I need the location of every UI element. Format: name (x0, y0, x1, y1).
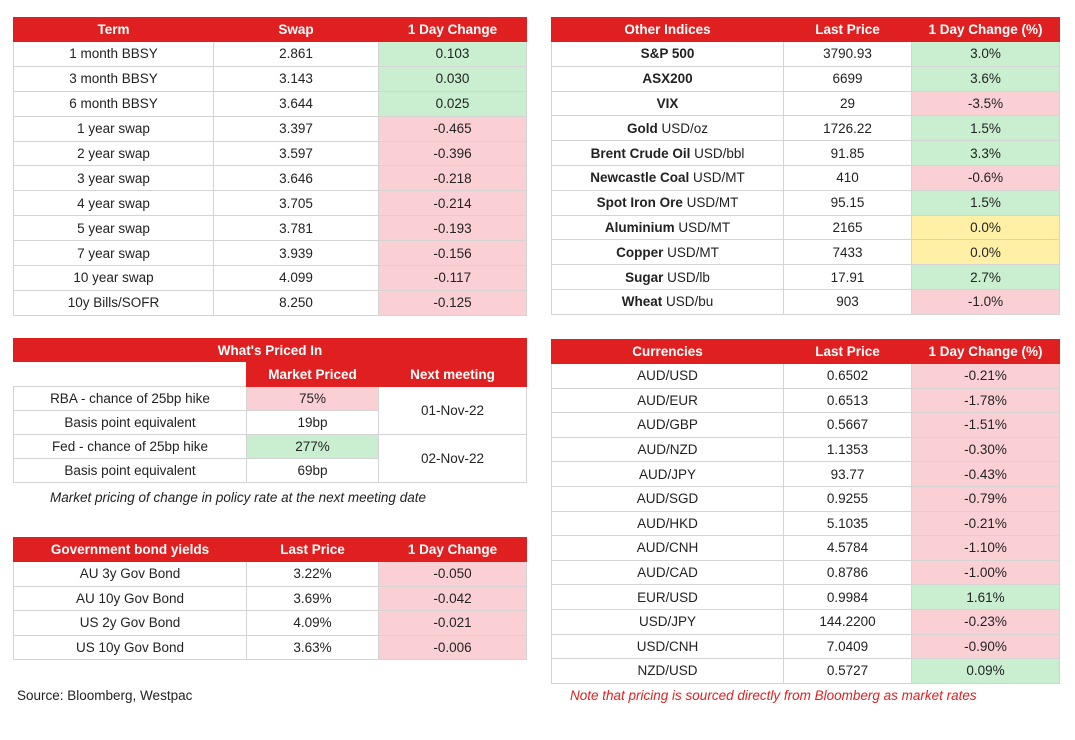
currency-change: 1.61% (912, 585, 1060, 610)
bonds-table (13, 537, 527, 660)
currencies-table (551, 339, 1060, 684)
table-row (552, 462, 1060, 487)
currencies-header-pair: Currencies (552, 340, 784, 364)
swaps-table (13, 17, 527, 316)
currency-pair: AUD/HKD (552, 511, 784, 536)
priced-fed-label: Fed - chance of 25bp hike (14, 435, 247, 459)
index-unit: USD/MT (678, 219, 731, 235)
priced-rba-bp-label: Basis point equivalent (14, 411, 247, 435)
currency-pair: USD/JPY (552, 609, 784, 634)
table-row (14, 116, 527, 141)
currency-change: -0.21% (912, 364, 1060, 389)
swap-value: 3.597 (214, 141, 379, 166)
table-row (552, 42, 1060, 67)
currency-change: -0.21% (912, 511, 1060, 536)
index-name (552, 141, 784, 166)
currency-change: -0.90% (912, 634, 1060, 659)
swap-term: 10y Bills/SOFR (14, 290, 214, 315)
priced-table (13, 338, 527, 483)
swap-change: -0.156 (379, 241, 527, 266)
table-row (552, 116, 1060, 141)
bond-change: -0.042 (379, 586, 527, 611)
index-change: 2.7% (912, 265, 1060, 290)
table-row (14, 241, 527, 266)
swap-change: -0.218 (379, 166, 527, 191)
currency-pair: AUD/SGD (552, 486, 784, 511)
index-name (552, 42, 784, 67)
currency-change: -1.10% (912, 536, 1060, 561)
index-name (552, 190, 784, 215)
index-change: -3.5% (912, 91, 1060, 116)
bond-change: -0.006 (379, 635, 527, 660)
index-price: 1726.22 (784, 116, 912, 141)
currency-price: 0.6502 (784, 364, 912, 389)
index-change: 1.5% (912, 190, 1060, 215)
table-row (552, 215, 1060, 240)
index-price: 410 (784, 165, 912, 190)
index-change: -0.6% (912, 165, 1060, 190)
table-row (552, 190, 1060, 215)
bonds-header-price: Last Price (247, 538, 379, 562)
table-row (14, 562, 527, 587)
indices-header-name: Other Indices (552, 18, 784, 42)
bond-price: 3.69% (247, 586, 379, 611)
bond-change: -0.050 (379, 562, 527, 587)
index-name-label: Sugar (625, 269, 664, 285)
table-row (14, 216, 527, 241)
currency-change: -0.79% (912, 486, 1060, 511)
priced-title: What's Priced In (14, 339, 527, 362)
index-price: 903 (784, 289, 912, 314)
currency-change: 0.09% (912, 659, 1060, 684)
table-row (14, 290, 527, 315)
index-change: 1.5% (912, 116, 1060, 141)
priced-fed-bp-value: 69bp (247, 459, 379, 483)
index-change: 0.0% (912, 215, 1060, 240)
table-row (552, 486, 1060, 511)
table-row (14, 166, 527, 191)
swap-value: 3.705 (214, 191, 379, 216)
index-unit: USD/lb (667, 269, 710, 285)
priced-rba-label: RBA - chance of 25bp hike (14, 387, 247, 411)
table-row (552, 141, 1060, 166)
currency-pair: USD/CNH (552, 634, 784, 659)
swap-value: 3.781 (214, 216, 379, 241)
currency-change: -0.30% (912, 437, 1060, 462)
swap-term: 6 month BBSY (14, 91, 214, 116)
index-name-label: Aluminium (604, 219, 675, 235)
swaps-header-change: 1 Day Change (379, 18, 527, 42)
index-change: 0.0% (912, 240, 1060, 265)
table-row (552, 634, 1060, 659)
table-row (552, 91, 1060, 116)
currency-change: -1.78% (912, 388, 1060, 413)
currency-price: 4.5784 (784, 536, 912, 561)
table-row (552, 289, 1060, 314)
swap-value: 4.099 (214, 266, 379, 291)
bond-name: US 10y Gov Bond (14, 635, 247, 660)
currency-pair: AUD/GBP (552, 413, 784, 438)
index-price: 2165 (784, 215, 912, 240)
swap-change: -0.214 (379, 191, 527, 216)
currency-change: -0.23% (912, 609, 1060, 634)
index-name (552, 66, 784, 91)
swap-value: 3.397 (214, 116, 379, 141)
swap-term: 5 year swap (14, 216, 214, 241)
swap-change: -0.125 (379, 290, 527, 315)
priced-note: Market pricing of change in policy rate at the next meeting date (50, 490, 426, 505)
table-row (552, 511, 1060, 536)
table-row (14, 66, 527, 91)
index-price: 17.91 (784, 265, 912, 290)
currency-price: 0.5667 (784, 413, 912, 438)
table-row (552, 413, 1060, 438)
currency-pair: EUR/USD (552, 585, 784, 610)
index-unit: USD/MT (693, 170, 745, 186)
index-name-label: ASX200 (642, 71, 693, 87)
table-row (14, 191, 527, 216)
indices-body (552, 42, 1060, 315)
currency-pair: NZD/USD (552, 659, 784, 684)
table-row (552, 265, 1060, 290)
table-row (552, 388, 1060, 413)
table-row (14, 141, 527, 166)
priced-fed-date: 02-Nov-22 (379, 435, 527, 483)
priced-rba-value: 75% (247, 387, 379, 411)
index-price: 7433 (784, 240, 912, 265)
table-row (552, 659, 1060, 684)
table-row (552, 536, 1060, 561)
table-row (552, 585, 1060, 610)
currency-price: 5.1035 (784, 511, 912, 536)
index-name (552, 240, 784, 265)
priced-blank (14, 362, 247, 387)
currencies-header-price: Last Price (784, 340, 912, 364)
swaps-header-term: Term (14, 18, 214, 42)
index-price: 91.85 (784, 141, 912, 166)
currency-price: 144.2200 (784, 609, 912, 634)
bond-name: AU 10y Gov Bond (14, 586, 247, 611)
priced-col-next: Next meeting (379, 362, 527, 387)
index-name (552, 91, 784, 116)
bonds-body (14, 562, 527, 660)
index-unit: USD/oz (661, 120, 709, 136)
table-row (14, 611, 527, 636)
priced-fed-bp-label: Basis point equivalent (14, 459, 247, 483)
table-row (14, 91, 527, 116)
index-change: -1.0% (912, 289, 1060, 314)
indices-header-price: Last Price (784, 18, 912, 42)
swap-value: 8.250 (214, 290, 379, 315)
currency-change: -1.51% (912, 413, 1060, 438)
swap-change: -0.396 (379, 141, 527, 166)
swap-change: 0.025 (379, 91, 527, 116)
pricing-note: Note that pricing is sourced directly from Bloomberg as market rates (570, 688, 977, 703)
swap-value: 3.646 (214, 166, 379, 191)
bond-change: -0.021 (379, 611, 527, 636)
table-row (14, 266, 527, 291)
currency-pair: AUD/CAD (552, 560, 784, 585)
currencies-body (552, 364, 1060, 684)
currency-price: 93.77 (784, 462, 912, 487)
index-price: 6699 (784, 66, 912, 91)
index-name-label: Wheat (621, 294, 663, 310)
swap-term: 4 year swap (14, 191, 214, 216)
index-name-label: Spot Iron Ore (596, 195, 683, 211)
source-text: Source: Bloomberg, Westpac (17, 688, 193, 703)
index-name-label: Gold (626, 120, 658, 136)
indices-table (551, 17, 1060, 315)
currency-price: 1.1353 (784, 437, 912, 462)
index-name-label: VIX (656, 95, 679, 111)
priced-col-market: Market Priced (247, 362, 379, 387)
currency-price: 7.0409 (784, 634, 912, 659)
swap-term: 3 month BBSY (14, 66, 214, 91)
table-row (14, 635, 527, 660)
swap-change: -0.117 (379, 266, 527, 291)
indices-header-change: 1 Day Change (%) (912, 18, 1060, 42)
index-unit: USD/bu (665, 294, 714, 310)
table-row (552, 364, 1060, 389)
swap-change: 0.103 (379, 42, 527, 67)
index-name (552, 165, 784, 190)
index-unit: USD/MT (686, 195, 739, 211)
index-name (552, 116, 784, 141)
priced-fed-value: 277% (247, 435, 379, 459)
table-row (552, 66, 1060, 91)
swap-term: 2 year swap (14, 141, 214, 166)
index-name-label: Newcastle Coal (590, 170, 690, 186)
bond-price: 4.09% (247, 611, 379, 636)
table-row (552, 560, 1060, 585)
swap-value: 2.861 (214, 42, 379, 67)
bond-name: US 2y Gov Bond (14, 611, 247, 636)
currency-price: 0.5727 (784, 659, 912, 684)
index-name-label: S&P 500 (640, 46, 695, 62)
index-name (552, 289, 784, 314)
index-change: 3.6% (912, 66, 1060, 91)
currency-change: -1.00% (912, 560, 1060, 585)
currency-pair: AUD/NZD (552, 437, 784, 462)
priced-rba-date: 01-Nov-22 (379, 387, 527, 435)
bond-price: 3.22% (247, 562, 379, 587)
index-price: 3790.93 (784, 42, 912, 67)
table-row (14, 42, 527, 67)
currencies-header-change: 1 Day Change (%) (912, 340, 1060, 364)
swap-term: 1 month BBSY (14, 42, 214, 67)
currency-price: 0.9255 (784, 486, 912, 511)
index-price: 29 (784, 91, 912, 116)
swap-value: 3.939 (214, 241, 379, 266)
table-row (552, 165, 1060, 190)
bond-price: 3.63% (247, 635, 379, 660)
currency-price: 0.8786 (784, 560, 912, 585)
currency-pair: AUD/CNH (552, 536, 784, 561)
bonds-header-name: Government bond yields (14, 538, 247, 562)
table-row (14, 586, 527, 611)
swap-term: 7 year swap (14, 241, 214, 266)
swaps-header-swap: Swap (214, 18, 379, 42)
swap-term: 3 year swap (14, 166, 214, 191)
swap-change: 0.030 (379, 66, 527, 91)
swap-value: 3.143 (214, 66, 379, 91)
swap-value: 3.644 (214, 91, 379, 116)
bonds-header-change: 1 Day Change (379, 538, 527, 562)
bond-name: AU 3y Gov Bond (14, 562, 247, 587)
index-name (552, 265, 784, 290)
currency-price: 0.6513 (784, 388, 912, 413)
currency-price: 0.9984 (784, 585, 912, 610)
currency-pair: AUD/USD (552, 364, 784, 389)
swap-change: -0.193 (379, 216, 527, 241)
currency-change: -0.43% (912, 462, 1060, 487)
priced-rba-bp-value: 19bp (247, 411, 379, 435)
swaps-body (14, 42, 527, 316)
index-unit: USD/MT (667, 244, 719, 260)
table-row (552, 609, 1060, 634)
index-unit: USD/bbl (694, 145, 745, 161)
table-row (552, 437, 1060, 462)
swap-change: -0.465 (379, 116, 527, 141)
currency-pair: AUD/JPY (552, 462, 784, 487)
index-change: 3.0% (912, 42, 1060, 67)
index-name (552, 215, 784, 240)
index-price: 95.15 (784, 190, 912, 215)
currency-pair: AUD/EUR (552, 388, 784, 413)
swap-term: 1 year swap (14, 116, 214, 141)
index-name-label: Brent Crude Oil (590, 145, 691, 161)
table-row (552, 240, 1060, 265)
index-change: 3.3% (912, 141, 1060, 166)
swap-term: 10 year swap (14, 266, 214, 291)
index-name-label: Copper (616, 244, 664, 260)
